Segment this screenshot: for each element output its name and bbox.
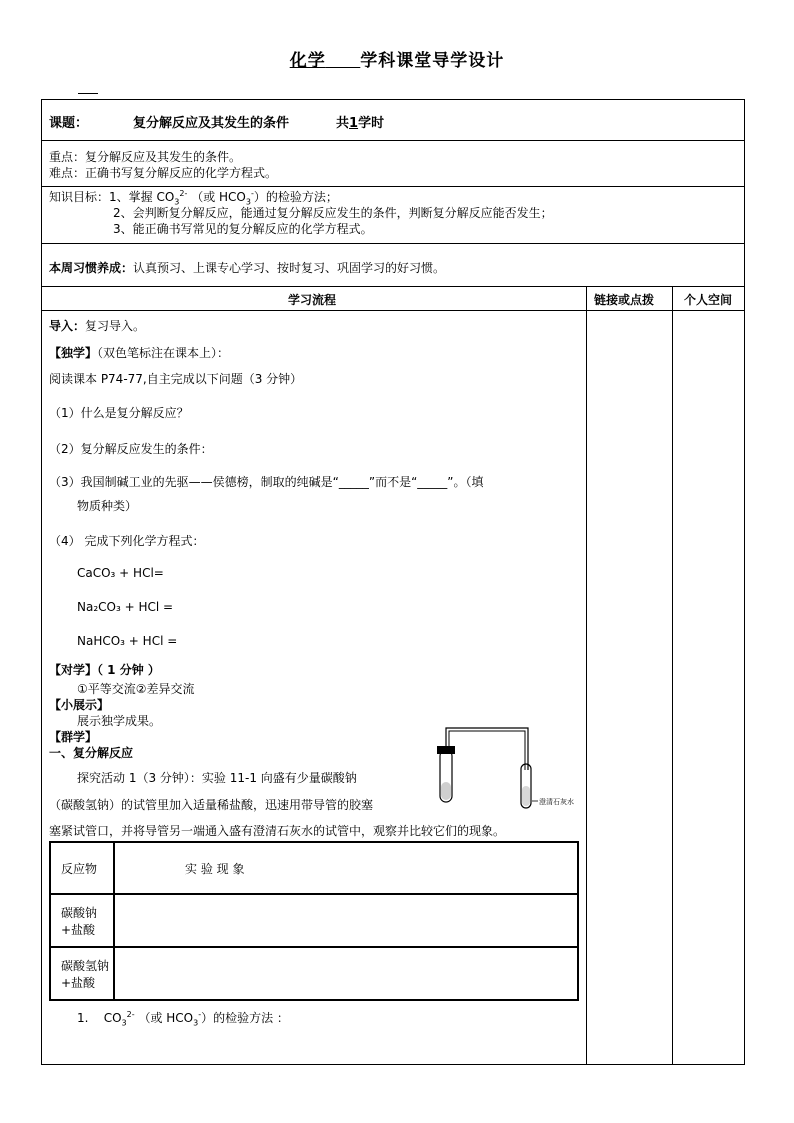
table-row-reactant: 碳酸钠+盐酸 <box>50 894 114 947</box>
question-2: （2）复分解反应发生的条件： <box>49 442 213 456</box>
mini-show-text: 展示独学成果。 <box>77 714 162 728</box>
self-study-instruction: 阅读课本 P74-77,自主完成以下问题（3 分钟） <box>49 372 303 386</box>
column-header-process: 学习流程 <box>288 293 337 307</box>
subject-name: 化学 <box>289 51 326 71</box>
detection-method: 1. $CO_3^{2-}$ （或 $HCO_3^-$）的检验方法 ： <box>77 1010 289 1028</box>
decorative-underline <box>78 93 98 94</box>
title-rest: 学科课堂导学设计 <box>360 51 505 71</box>
emphasis-text: 重点：复分解反应及其发生的条件。 <box>49 150 242 164</box>
topic-label: 课题： <box>49 116 89 131</box>
column-divider <box>586 286 587 1065</box>
question-4: （4） 完成下列化学方程式： <box>49 534 205 548</box>
table-row-phenomenon <box>114 894 578 947</box>
activity-line-2: （碳酸氢钠）的试管里加入适量稀盐酸，迅速用带导管的胶塞 <box>49 798 374 812</box>
class-hours: 共1学时 <box>336 116 385 131</box>
divider <box>41 140 745 141</box>
table-row-reactant: 碳酸氢钠+盐酸 <box>50 947 114 1000</box>
objective-2: 2、会判断复分解反应，能通过复分解反应发生的条件，判断复分解反应能否发生； <box>113 206 553 220</box>
divider <box>41 310 745 311</box>
activity-line-1: 探究活动 1（3 分钟）：实验 11-1 向盛有少量碳酸钠 <box>77 771 357 785</box>
group-study-heading: 【群学】 <box>49 730 98 744</box>
column-divider <box>672 286 673 1065</box>
equation-2: Na₂CO₃ + HCl = <box>77 600 174 614</box>
pair-study-text: ①平等交流②差异交流 <box>77 682 195 696</box>
difficulty-text: 难点：正确书写复分解反应的化学方程式。 <box>49 166 278 180</box>
divider <box>41 243 745 244</box>
objective-1: 知识目标：1、掌握 $CO_3^{2-}$ （或 $HCO_3^-$）的检验方法； <box>49 189 338 207</box>
column-header-personal: 个人空间 <box>684 293 733 307</box>
equation-1: CaCO₃ + HCl= <box>77 566 164 580</box>
divider <box>41 186 745 187</box>
divider <box>41 286 745 287</box>
question-1: （1）什么是复分解反应？ <box>49 406 189 420</box>
pair-study-heading: 【对学】（ 1 分钟 ） <box>49 663 160 677</box>
self-study-heading: 【独学】（双色笔标注在课本上）： <box>49 346 230 360</box>
intro-row: 导入：复习导入。 <box>49 319 146 333</box>
page-title <box>0 46 794 71</box>
equation-3: NaHCO₃ + HCl = <box>77 634 178 648</box>
topic-title: 复分解反应及其发生的条件 <box>133 116 290 131</box>
mini-show-heading: 【小展示】 <box>49 698 110 712</box>
section-heading: 一、复分解反应 <box>49 746 134 760</box>
apparatus-illustration <box>432 724 588 814</box>
objective-3: 3、能正确书写常见的复分解反应的化学方程式。 <box>113 222 373 236</box>
experiment-table <box>49 841 579 1001</box>
subject-blank <box>326 51 361 71</box>
apparatus-label: 澄清石灰水 <box>539 798 574 806</box>
column-header-links: 链接或点拨 <box>594 293 655 307</box>
question-3-line2: 物质种类） <box>77 499 138 513</box>
activity-line-3: 塞紧试管口，并将导管另一端通入盛有澄清石灰水的试管中，观察并比较它们的现象。 <box>49 824 506 838</box>
habit-row: 本周习惯养成：认真预习、上课专心学习、按时复习、巩固学习的好习惯。 <box>49 261 446 275</box>
question-3-line1: （3）我国制碱工业的先驱——侯德榜，制取的纯碱是“_____”而不是“_____”。（填 <box>49 475 484 489</box>
table-row-phenomenon <box>114 947 578 1000</box>
table-header-phenomenon: 实 验 现 象 <box>114 842 578 894</box>
table-header-reactant: 反应物 <box>50 842 114 894</box>
